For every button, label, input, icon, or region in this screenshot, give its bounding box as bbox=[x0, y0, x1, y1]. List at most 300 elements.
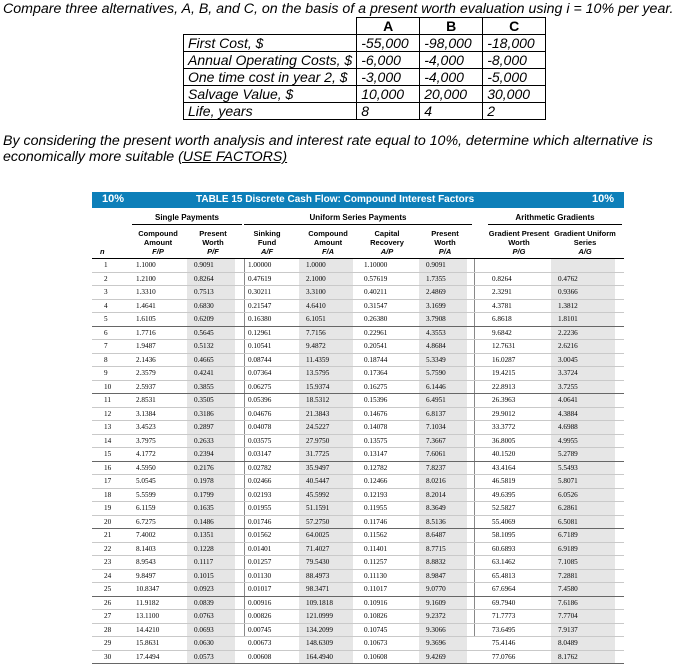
factor-value: 0.0630 bbox=[194, 637, 214, 650]
factor-value: 0.16380 bbox=[248, 313, 271, 326]
factor-value: 1.3812 bbox=[558, 300, 578, 313]
factor-value: 43.4164 bbox=[492, 462, 515, 475]
factor-value: 5.2789 bbox=[558, 448, 578, 461]
factor-value: 0.11401 bbox=[364, 543, 387, 556]
factor-value: 0.11017 bbox=[364, 583, 387, 596]
factor-value: 7.7704 bbox=[558, 610, 578, 623]
column-header-factor: A/F bbox=[244, 247, 290, 256]
table-row bbox=[92, 273, 624, 287]
period-n: 26 bbox=[104, 597, 111, 610]
column-header bbox=[302, 229, 354, 256]
factor-value: 0.2897 bbox=[194, 421, 214, 434]
factor-value: 6.7189 bbox=[558, 529, 578, 542]
factor-value: 109.1818 bbox=[306, 597, 333, 610]
table-row bbox=[92, 489, 624, 503]
table-row bbox=[92, 435, 624, 449]
first-cost-row bbox=[184, 35, 546, 52]
factor-value: 79.5430 bbox=[306, 556, 329, 569]
factor-value: 64.0025 bbox=[306, 529, 329, 542]
column-header-factor: P/G bbox=[488, 247, 550, 256]
period-n: 4 bbox=[104, 300, 108, 313]
group-single-underline bbox=[132, 224, 242, 225]
one-time-cost-row bbox=[184, 69, 546, 86]
group-gradient-underline bbox=[488, 224, 622, 225]
factor-value: 7.1034 bbox=[426, 421, 446, 434]
factor-value: 0.4665 bbox=[194, 354, 214, 367]
factor-value: 0.00916 bbox=[248, 597, 271, 610]
column-header-factor: A/G bbox=[554, 247, 616, 256]
factor-value: 0.1635 bbox=[194, 502, 214, 515]
factor-value: 8.2014 bbox=[426, 489, 446, 502]
value-b: -98,000 bbox=[420, 35, 483, 52]
value-c: -8,000 bbox=[483, 52, 546, 69]
factor-value: 5.8071 bbox=[558, 475, 578, 488]
factor-value: 0.3186 bbox=[194, 408, 214, 421]
operating-costs-row bbox=[184, 52, 546, 69]
column-header-factor: A/P bbox=[360, 247, 414, 256]
factor-value: 0.0839 bbox=[194, 597, 214, 610]
factor-value: 4.3781 bbox=[492, 300, 512, 313]
factor-value: 12.7631 bbox=[492, 340, 515, 353]
factor-value: 3.1699 bbox=[426, 300, 446, 313]
factor-value: 0.0923 bbox=[194, 583, 214, 596]
table-row bbox=[92, 570, 624, 584]
factor-value: 98.3471 bbox=[306, 583, 329, 596]
factor-value: 0.13147 bbox=[364, 448, 387, 461]
factor-value: 7.3667 bbox=[426, 435, 446, 448]
factor-value: 0.02782 bbox=[248, 462, 271, 475]
factor-value: 15.9374 bbox=[306, 381, 329, 394]
column-header-factor: P/F bbox=[190, 247, 236, 256]
period-n: 9 bbox=[104, 367, 108, 380]
factor-value: 0.30211 bbox=[248, 286, 271, 299]
column-header bbox=[422, 229, 468, 256]
factor-value: 4.9955 bbox=[558, 435, 578, 448]
alternatives-corner bbox=[184, 18, 357, 35]
factor-value: 65.4813 bbox=[492, 570, 515, 583]
factor-value: 4.6410 bbox=[306, 300, 326, 313]
table-row bbox=[92, 502, 624, 516]
factor-value: 0.03147 bbox=[248, 448, 271, 461]
factor-value: 8.5136 bbox=[426, 516, 446, 529]
factor-value: 0.57619 bbox=[364, 273, 387, 286]
factor-value: 6.0526 bbox=[558, 489, 578, 502]
period-n: 13 bbox=[104, 421, 111, 434]
factor-value: 57.2750 bbox=[306, 516, 329, 529]
factor-value: 7.4002 bbox=[136, 529, 156, 542]
question-text bbox=[3, 133, 697, 165]
factor-value: 0.1486 bbox=[194, 516, 214, 529]
period-n: 21 bbox=[104, 529, 111, 542]
factor-value: 0.02466 bbox=[248, 475, 271, 488]
value-b: -4,000 bbox=[420, 69, 483, 86]
value-a: -55,000 bbox=[357, 35, 420, 52]
factor-value: 33.3772 bbox=[492, 421, 515, 434]
factor-value: 3.7255 bbox=[558, 381, 578, 394]
table-title-bar bbox=[92, 192, 624, 208]
factor-value: 148.6309 bbox=[306, 637, 333, 650]
factor-value: 0.5132 bbox=[194, 340, 214, 353]
column-header bbox=[190, 229, 236, 256]
table-row bbox=[92, 462, 624, 476]
factor-value: 55.4069 bbox=[492, 516, 515, 529]
factor-value: 31.7725 bbox=[306, 448, 329, 461]
period-n: 30 bbox=[104, 651, 111, 664]
factor-value: 5.7590 bbox=[426, 367, 446, 380]
table-row bbox=[92, 381, 624, 395]
factor-value: 9.4269 bbox=[426, 651, 446, 664]
factor-value: 13.5795 bbox=[306, 367, 329, 380]
column-header bbox=[244, 229, 290, 256]
factor-value: 0.7513 bbox=[194, 286, 214, 299]
table-rows bbox=[92, 259, 624, 664]
period-n: 3 bbox=[104, 286, 108, 299]
factor-value: 8.1762 bbox=[558, 651, 578, 664]
table-row bbox=[92, 475, 624, 489]
period-n: 8 bbox=[104, 354, 108, 367]
factor-value: 0.13575 bbox=[364, 435, 387, 448]
table-row bbox=[92, 597, 624, 611]
table-row bbox=[92, 556, 624, 570]
table-row bbox=[92, 313, 624, 327]
factor-value: 0.11955 bbox=[364, 502, 387, 515]
factor-value: 1.3310 bbox=[136, 286, 156, 299]
factor-value: 0.2176 bbox=[194, 462, 214, 475]
row-label: Annual Operating Costs, $ bbox=[184, 52, 357, 69]
factor-value: 8.3649 bbox=[426, 502, 446, 515]
factor-value: 7.1085 bbox=[558, 556, 578, 569]
factor-value: 45.5992 bbox=[306, 489, 329, 502]
salvage-value-row bbox=[184, 86, 546, 103]
row-label: Salvage Value, $ bbox=[184, 86, 357, 103]
factor-value: 0.10916 bbox=[364, 597, 387, 610]
column-header-name: Present Worth bbox=[422, 229, 468, 247]
factor-value: 16.0287 bbox=[492, 354, 515, 367]
factor-value: 2.6216 bbox=[558, 340, 578, 353]
factor-value: 7.6061 bbox=[426, 448, 446, 461]
table-row bbox=[92, 354, 624, 368]
column-header-name: Gradient Present Worth bbox=[488, 229, 550, 247]
alternatives-header-row bbox=[184, 18, 546, 35]
factor-value: 7.6186 bbox=[558, 597, 578, 610]
factor-value: 88.4973 bbox=[306, 570, 329, 583]
period-n: 14 bbox=[104, 435, 111, 448]
factor-value: 0.0573 bbox=[194, 651, 214, 664]
factor-value: 0.17364 bbox=[364, 367, 387, 380]
factor-value: 0.10608 bbox=[364, 651, 387, 664]
factor-value: 1.7355 bbox=[426, 273, 446, 286]
table-row bbox=[92, 394, 624, 408]
question-main: By considering the present worth analysis and interest rate equal to 10%, determine which alternative is economically more suitable bbox=[3, 133, 653, 165]
factor-value: 2.1436 bbox=[136, 354, 156, 367]
column-header-name: Capital Recovery bbox=[360, 229, 414, 247]
period-n: 23 bbox=[104, 556, 111, 569]
factor-value: 0.03575 bbox=[248, 435, 271, 448]
factor-value: 1.10000 bbox=[364, 259, 387, 272]
factor-value: 0.00826 bbox=[248, 610, 271, 623]
factor-value: 0.6209 bbox=[194, 313, 214, 326]
column-header-name: Compound Amount bbox=[132, 229, 184, 247]
period-n: 19 bbox=[104, 502, 111, 515]
factor-value: 6.5081 bbox=[558, 516, 578, 529]
table-row bbox=[92, 421, 624, 435]
factor-value: 0.10745 bbox=[364, 624, 387, 637]
factor-value: 1.0000 bbox=[306, 259, 326, 272]
factor-value: 5.3349 bbox=[426, 354, 446, 367]
period-n: 6 bbox=[104, 327, 108, 340]
factor-value: 8.1403 bbox=[136, 543, 156, 556]
factor-value: 9.3696 bbox=[426, 637, 446, 650]
alternative-a-header: A bbox=[357, 18, 420, 35]
period-n: 16 bbox=[104, 462, 111, 475]
factor-value: 17.4494 bbox=[136, 651, 159, 664]
column-header-factor: P/A bbox=[422, 247, 468, 256]
period-n: 17 bbox=[104, 475, 111, 488]
factor-value: 2.8531 bbox=[136, 394, 156, 407]
factor-value: 8.9847 bbox=[426, 570, 446, 583]
column-header-factor: F/A bbox=[302, 247, 354, 256]
factor-value: 134.2099 bbox=[306, 624, 333, 637]
factor-value: 0.1228 bbox=[194, 543, 214, 556]
period-n: 18 bbox=[104, 489, 111, 502]
factor-value: 0.1351 bbox=[194, 529, 214, 542]
factor-value: 4.6988 bbox=[558, 421, 578, 434]
factor-value: 0.01130 bbox=[248, 570, 271, 583]
factor-value: 7.8237 bbox=[426, 462, 446, 475]
factor-value: 0.20541 bbox=[364, 340, 387, 353]
period-n: 22 bbox=[104, 543, 111, 556]
column-header bbox=[488, 229, 550, 256]
factor-value: 0.01401 bbox=[248, 543, 271, 556]
factor-value: 0.21547 bbox=[248, 300, 271, 313]
period-n: 1 bbox=[104, 259, 108, 272]
factor-value: 0.3505 bbox=[194, 394, 214, 407]
factor-value: 21.3843 bbox=[306, 408, 329, 421]
factor-value: 1.9487 bbox=[136, 340, 156, 353]
value-c: 30,000 bbox=[483, 86, 546, 103]
group-uniform-series: Uniform Series Payments bbox=[244, 213, 472, 222]
factor-value: 75.4146 bbox=[492, 637, 515, 650]
factor-value: 0.12193 bbox=[364, 489, 387, 502]
factor-value: 0.01257 bbox=[248, 556, 271, 569]
factor-value: 0.47619 bbox=[248, 273, 271, 286]
factor-value: 0.10673 bbox=[364, 637, 387, 650]
factor-value: 9.1609 bbox=[426, 597, 446, 610]
factor-value: 2.5937 bbox=[136, 381, 156, 394]
factor-value: 6.8618 bbox=[492, 313, 512, 326]
table-row bbox=[92, 610, 624, 624]
factor-value: 0.02193 bbox=[248, 489, 271, 502]
period-n: 29 bbox=[104, 637, 111, 650]
factor-value: 0.2633 bbox=[194, 435, 214, 448]
factor-value: 4.5950 bbox=[136, 462, 156, 475]
factor-value: 4.8684 bbox=[426, 340, 446, 353]
factor-value: 6.2861 bbox=[558, 502, 578, 515]
factor-value: 0.4241 bbox=[194, 367, 214, 380]
factor-value: 9.4872 bbox=[306, 340, 326, 353]
period-n: 12 bbox=[104, 408, 111, 421]
table-row bbox=[92, 516, 624, 530]
factor-value: 8.6487 bbox=[426, 529, 446, 542]
factor-value: 0.11562 bbox=[364, 529, 387, 542]
factor-value: 51.1591 bbox=[306, 502, 329, 515]
factor-value: 11.9182 bbox=[136, 597, 159, 610]
factor-value: 0.16275 bbox=[364, 381, 387, 394]
factor-value: 0.14078 bbox=[364, 421, 387, 434]
factor-value: 3.3100 bbox=[306, 286, 326, 299]
factor-value: 13.1100 bbox=[136, 610, 159, 623]
factor-value: 3.7975 bbox=[136, 435, 156, 448]
period-n: 5 bbox=[104, 313, 108, 326]
table-row bbox=[92, 448, 624, 462]
factor-value: 11.4359 bbox=[306, 354, 329, 367]
column-header bbox=[360, 229, 414, 256]
factor-value: 5.5599 bbox=[136, 489, 156, 502]
factor-value: 8.0216 bbox=[426, 475, 446, 488]
factor-value: 1.00000 bbox=[248, 259, 271, 272]
factor-value: 6.8137 bbox=[426, 408, 446, 421]
factor-value: 0.11257 bbox=[364, 556, 387, 569]
factor-value: 0.0763 bbox=[194, 610, 214, 623]
factor-value: 0.01017 bbox=[248, 583, 271, 596]
factor-value: 1.7716 bbox=[136, 327, 156, 340]
life-years-row bbox=[184, 103, 546, 120]
group-arithmetic-gradients: Arithmetic Gradients bbox=[488, 213, 622, 222]
factor-value: 0.5645 bbox=[194, 327, 214, 340]
factor-value: 10.8347 bbox=[136, 583, 159, 596]
factor-value: 0.18744 bbox=[364, 354, 387, 367]
factor-value: 2.1000 bbox=[306, 273, 326, 286]
factor-value: 0.40211 bbox=[364, 286, 387, 299]
column-header bbox=[132, 229, 184, 256]
factor-value: 18.5312 bbox=[306, 394, 329, 407]
row-label: One time cost in year 2, $ bbox=[184, 69, 357, 86]
factor-value: 4.1772 bbox=[136, 448, 156, 461]
factor-value: 7.7156 bbox=[306, 327, 326, 340]
alternative-c-header: C bbox=[483, 18, 546, 35]
table-row bbox=[92, 259, 624, 273]
period-n: 11 bbox=[104, 394, 111, 407]
factor-value: 29.9012 bbox=[492, 408, 515, 421]
factor-value: 0.01955 bbox=[248, 502, 271, 515]
factor-value: 35.9497 bbox=[306, 462, 329, 475]
column-header-factor: F/P bbox=[132, 247, 184, 256]
group-uniform-underline bbox=[244, 224, 472, 225]
factor-value: 0.22961 bbox=[364, 327, 387, 340]
table-row bbox=[92, 327, 624, 341]
factor-value: 1.6105 bbox=[136, 313, 156, 326]
factor-value: 19.4215 bbox=[492, 367, 515, 380]
factor-value: 6.7275 bbox=[136, 516, 156, 529]
column-header-name: Present Worth bbox=[190, 229, 236, 247]
factor-value: 0.01562 bbox=[248, 529, 271, 542]
factor-value: 0.06275 bbox=[248, 381, 271, 394]
factor-value: 3.3724 bbox=[558, 367, 578, 380]
column-header-name: Sinking Fund bbox=[244, 229, 290, 247]
factor-value: 49.6395 bbox=[492, 489, 515, 502]
factor-value: 0.04676 bbox=[248, 408, 271, 421]
table-row bbox=[92, 543, 624, 557]
table-row bbox=[92, 300, 624, 314]
factor-value: 1.2100 bbox=[136, 273, 156, 286]
rate-right-label: 10% bbox=[592, 193, 614, 205]
value-a: 8 bbox=[357, 103, 420, 120]
factor-value: 26.3963 bbox=[492, 394, 515, 407]
factor-value: 5.5493 bbox=[558, 462, 578, 475]
factor-value: 2.3291 bbox=[492, 286, 512, 299]
factor-value: 6.1051 bbox=[306, 313, 326, 326]
rate-left-label: 10% bbox=[102, 193, 124, 205]
factor-value: 0.9091 bbox=[426, 259, 446, 272]
factor-value: 6.1159 bbox=[136, 502, 156, 515]
table-row bbox=[92, 340, 624, 354]
factor-value: 0.07364 bbox=[248, 367, 271, 380]
factor-value: 0.14676 bbox=[364, 408, 387, 421]
value-c: -5,000 bbox=[483, 69, 546, 86]
period-n: 2 bbox=[104, 273, 108, 286]
factor-value: 77.0766 bbox=[492, 651, 515, 664]
factor-value: 46.5819 bbox=[492, 475, 515, 488]
factor-value: 9.2372 bbox=[426, 610, 446, 623]
table-header bbox=[92, 208, 624, 259]
interest-factor-table bbox=[92, 192, 624, 636]
table-row bbox=[92, 651, 624, 664]
table-title: TABLE 15 Discrete Cash Flow: Compound Interest Factors bbox=[196, 194, 474, 205]
value-c: -18,000 bbox=[483, 35, 546, 52]
factor-value: 0.00608 bbox=[248, 651, 271, 664]
factor-value: 0.12466 bbox=[364, 475, 387, 488]
factor-value: 58.1095 bbox=[492, 529, 515, 542]
factor-value: 0.10826 bbox=[364, 610, 387, 623]
factor-value: 0.9366 bbox=[558, 286, 578, 299]
factor-value: 2.4869 bbox=[426, 286, 446, 299]
value-b: 4 bbox=[420, 103, 483, 120]
row-label: First Cost, $ bbox=[184, 35, 357, 52]
factor-value: 0.31547 bbox=[364, 300, 387, 313]
factor-value: 8.9543 bbox=[136, 556, 156, 569]
factor-value: 0.00673 bbox=[248, 637, 271, 650]
factor-value: 0.1015 bbox=[194, 570, 214, 583]
factor-value: 0.12782 bbox=[364, 462, 387, 475]
table-row bbox=[92, 529, 624, 543]
factor-value: 3.1384 bbox=[136, 408, 156, 421]
factor-value: 14.4210 bbox=[136, 624, 159, 637]
question-emphasis: (USE FACTORS) bbox=[178, 149, 287, 165]
period-n: 27 bbox=[104, 610, 111, 623]
factor-value: 0.15396 bbox=[364, 394, 387, 407]
factor-value: 9.0770 bbox=[426, 583, 446, 596]
factor-value: 8.8832 bbox=[426, 556, 446, 569]
factor-value: 6.4951 bbox=[426, 394, 446, 407]
factor-value: 0.9091 bbox=[194, 259, 214, 272]
factor-value: 4.3553 bbox=[426, 327, 446, 340]
period-n: 7 bbox=[104, 340, 108, 353]
factor-value: 1.1000 bbox=[136, 259, 156, 272]
column-header-name: Compound Amount bbox=[302, 229, 354, 247]
factor-value: 7.2881 bbox=[558, 570, 578, 583]
factor-value: 5.0545 bbox=[136, 475, 156, 488]
factor-value: 0.1117 bbox=[194, 556, 213, 569]
factor-value: 7.9137 bbox=[558, 624, 578, 637]
factor-value: 0.05396 bbox=[248, 394, 271, 407]
factor-value: 121.0999 bbox=[306, 610, 333, 623]
value-a: 10,000 bbox=[357, 86, 420, 103]
value-c: 2 bbox=[483, 103, 546, 120]
factor-value: 9.8497 bbox=[136, 570, 156, 583]
table-row bbox=[92, 583, 624, 597]
factor-value: 52.5827 bbox=[492, 502, 515, 515]
factor-value: 0.10541 bbox=[248, 340, 271, 353]
